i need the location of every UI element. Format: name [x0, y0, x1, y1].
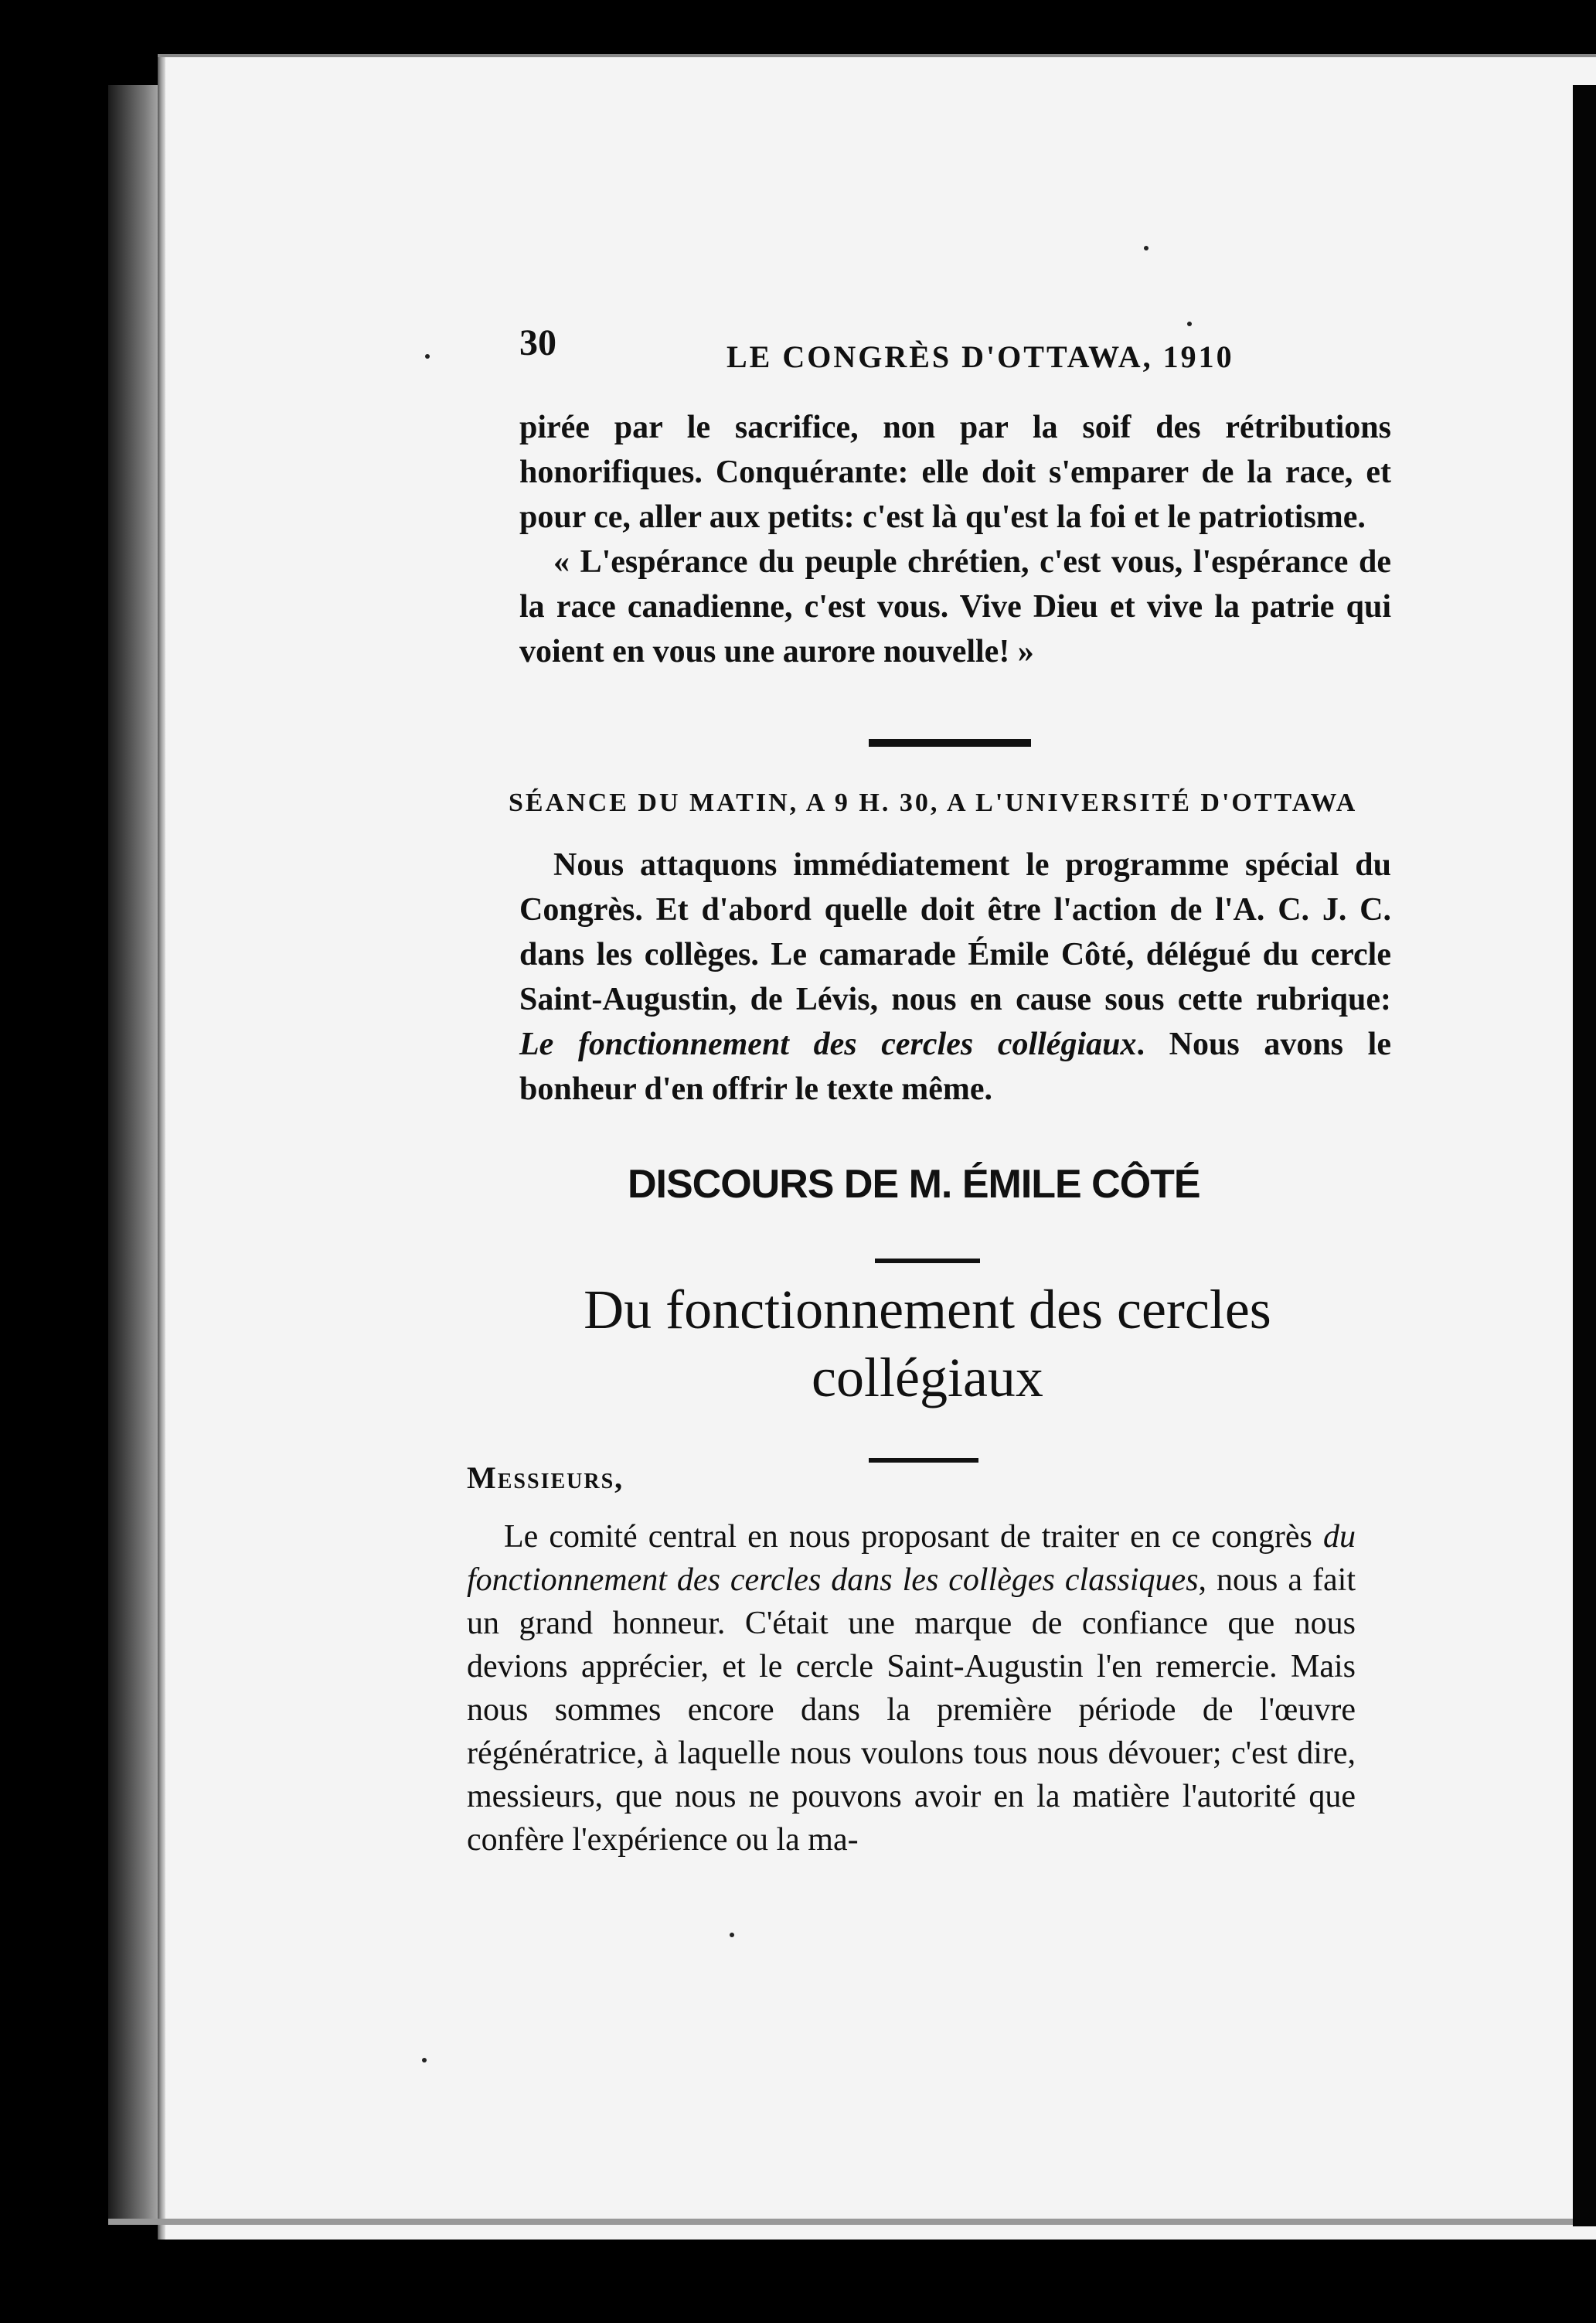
- scan-speck: [422, 2058, 427, 2062]
- discours-heading: DISCOURS DE M. ÉMILE CÔTÉ: [628, 1162, 1200, 1207]
- scan-left-margin: [108, 85, 159, 2223]
- seance-heading: SÉANCE DU MATIN, A 9 H. 30, A L'UNIVERSITÉ D'OTTAWA: [509, 789, 1358, 817]
- book-page: [164, 56, 1596, 2240]
- scan-right-margin: [1573, 85, 1596, 2226]
- scan-speck: [730, 1933, 734, 1937]
- running-head-title: LE CONGRÈS D'OTTAWA, 1910: [727, 339, 1234, 374]
- text-run: , nous a fait un grand honneur. C'était une marque de confiance que nous devions apprécier, et le cercle Saint-Augustin l'en remercie. Mais nous sommes encore dans la première période de l'œuvre régénératrice, à laquelle nous voulons tous nous dévouer; c'est dire, messieurs, que nous ne pouvons avoir en la matière l'autorité que confère l'expérience ou la ma-: [467, 1562, 1356, 1858]
- section-divider: [869, 739, 1031, 747]
- italic-title: Le fonctionnement des cercles collégiaux: [519, 1027, 1137, 1062]
- article-title: [479, 1276, 1376, 1412]
- paragraph: « L'espérance du peuple chrétien, c'est vous, l'espérance de la race canadienne, c'est vous. Vive Dieu et vive la patrie qui voient en vous une aurore nouvelle! »: [519, 544, 1391, 669]
- salutation: Messieurs,: [467, 1460, 624, 1495]
- section-divider: [869, 1458, 978, 1463]
- article-title-line: Du fonctionnement des cercles: [584, 1279, 1271, 1340]
- scan-speck: [1144, 246, 1149, 250]
- italic-phrase: du fonctionnement des cercles dans les collèges classiques: [467, 1519, 1356, 1598]
- continued-text: [519, 405, 1391, 674]
- running-head: [519, 317, 1292, 379]
- text-run: Nous attaquons immédiatement le programme spécial du Congrès. Et d'abord quelle doit être l'action de l'A. C. J. C. dans les collèges. Le camarade Émile Côté, délégué du cercle Saint-Augustin, de Lévis, nous en cause sous cette rubrique:: [519, 847, 1391, 1017]
- page-number: 30: [519, 322, 556, 363]
- article-title-line: collégiaux: [812, 1347, 1043, 1408]
- paragraph: pirée par le sacrifice, non par la soif des rétributions honorifiques. Conquérante: elle doit s'emparer de la race, et pour ce, aller aux petits: c'est là qu'est la foi et le patriotisme.: [519, 410, 1391, 535]
- discours-body: [467, 1515, 1356, 1861]
- page-binding-edge: [158, 56, 165, 2240]
- seance-text: [519, 843, 1391, 1112]
- page-bottom-edge: [108, 2219, 1596, 2225]
- paragraph: [467, 1515, 1356, 1861]
- text-run: Le comité central en nous proposant de traiter en ce congrès: [504, 1519, 1323, 1555]
- scan-speck: [425, 354, 430, 359]
- section-divider: [875, 1259, 980, 1263]
- page-top-edge: [158, 54, 1596, 57]
- paragraph: [519, 843, 1391, 1112]
- text-run: . Nous avons le bonheur d'en offrir le texte même.: [519, 1027, 1391, 1107]
